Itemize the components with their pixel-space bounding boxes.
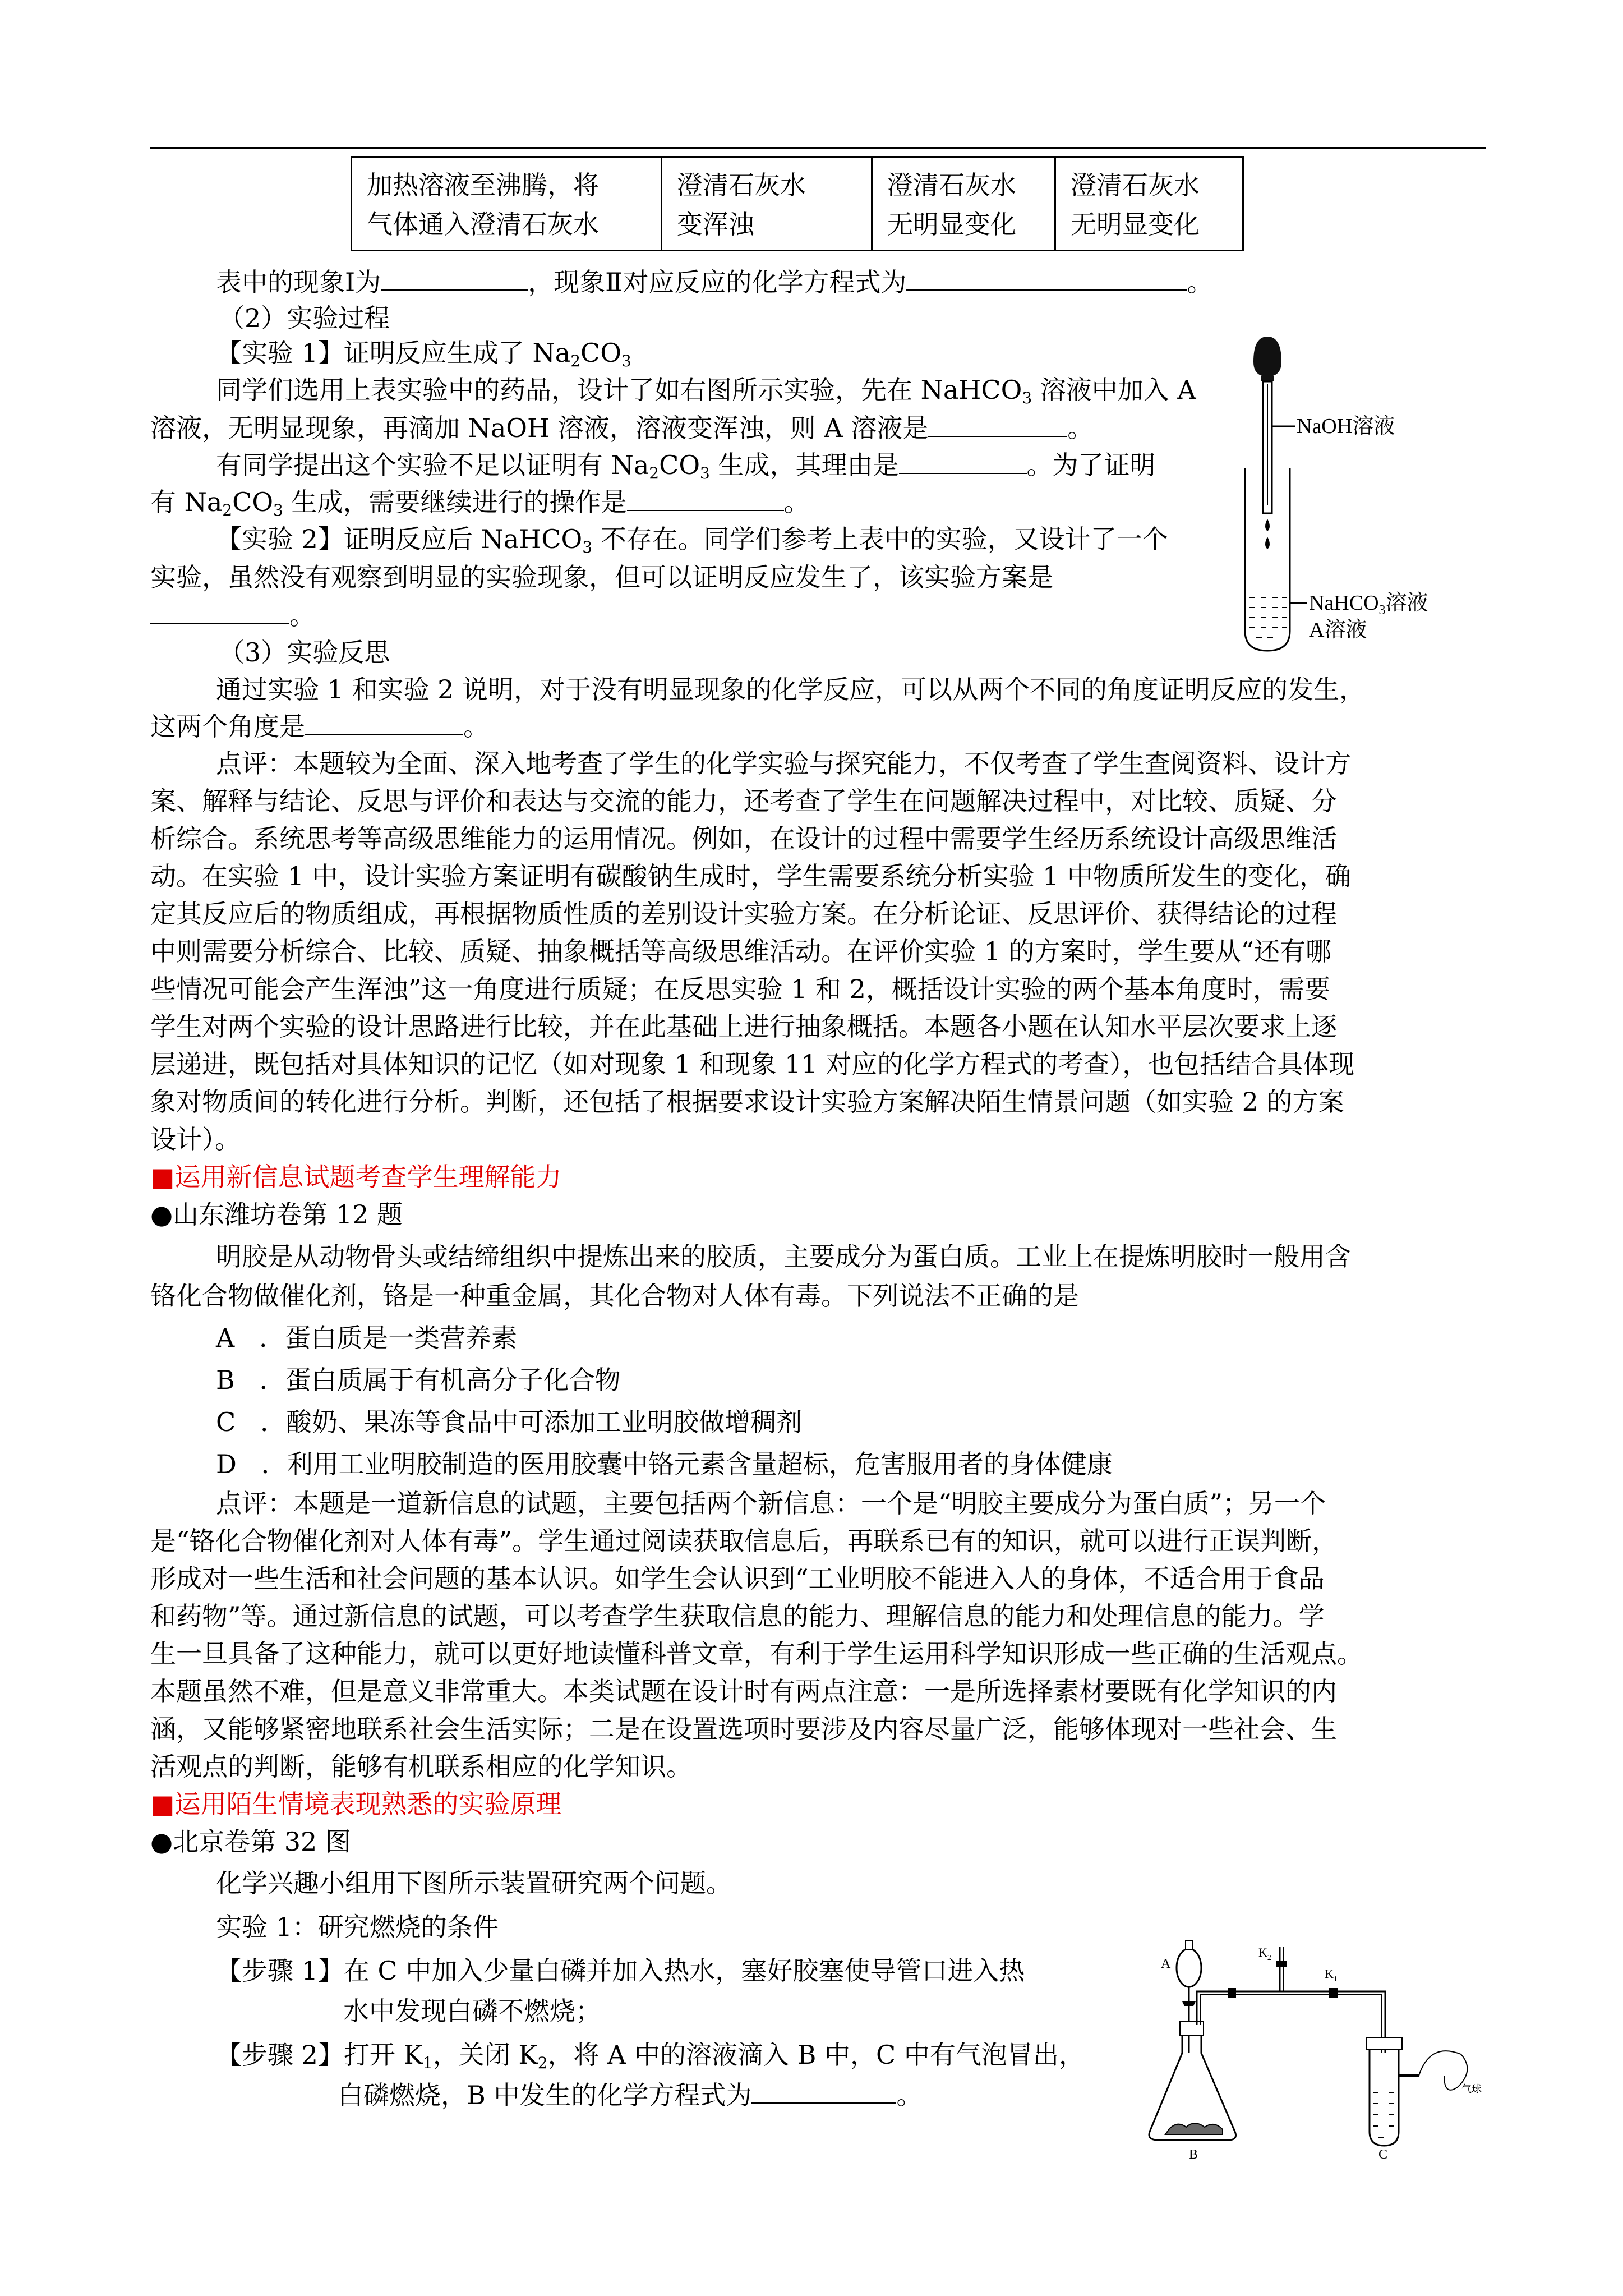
option-d: D ．利用工业明胶制造的医用胶囊中铬元素含量超标，危害服用者的身体健康 — [216, 1449, 1113, 1479]
section-heading-red: ■运用新信息试题考查学生理解能力 — [150, 1162, 562, 1192]
intro-line: 化学兴趣小组用下图所示装置研究两个问题。 — [216, 1868, 732, 1898]
subscript: 3 — [1022, 389, 1032, 407]
exp1-title — [216, 333, 631, 372]
a-solution-label: A溶液 — [1309, 618, 1367, 642]
answer-blank[interactable] — [627, 485, 784, 511]
subscript: 3 — [273, 501, 283, 519]
subscript: 2 — [649, 464, 660, 482]
text: 。 — [289, 600, 315, 631]
clamp-k2 — [1276, 1961, 1287, 1967]
step2-line — [216, 2035, 1085, 2074]
delivery-tube — [1197, 1991, 1385, 2053]
comment-line: 和药物”等。通过新信息的试题，可以考查学生获取信息的能力、理解信息的能力和处理信息的能力。学 — [150, 1601, 1325, 1631]
exp2-line — [216, 519, 1168, 559]
label-a: A — [1161, 1957, 1171, 1971]
text: 生成，其理由是 — [709, 450, 899, 480]
q1-text-b: ，现象Ⅱ对应反应的化学方程式为 — [528, 267, 907, 297]
subscript: 2 — [222, 501, 233, 519]
label-balloon: 气球 — [1461, 2083, 1482, 2095]
comment-line: 中则需要分析综合、比较、质疑、抽象概括等高级思维活动。在评价实验 1 的方案时，学生要从“还有哪 — [150, 936, 1332, 967]
table-cell — [662, 157, 872, 251]
label-b: B — [1189, 2147, 1198, 2160]
comment-line: 形成对一些生活和社会问题的基本认识。如学生会认识到“工业明胶不能进入人的身体，不适合用于食品 — [150, 1563, 1325, 1594]
step1-line: 水中发现白磷不燃烧； — [343, 1996, 601, 2026]
cell-text: 澄清石灰水 变浑浊 — [677, 170, 806, 240]
comment-line: 涵，又能够紧密地联系社会生活实际；二是在设置选项时要涉及内容尽量广泛，能够体现对一些社会、生 — [150, 1714, 1337, 1744]
comment-line: 点评：本题较为全面、深入地考查了学生的化学实验与探究能力，不仅考查了学生查阅资料、设计方 — [216, 748, 1351, 779]
comment-line: 点评：本题是一道新信息的试题，主要包括两个新信息：一个是“明胶主要成分为蛋白质”；另一个 — [216, 1488, 1326, 1519]
exp1-paragraph-line — [216, 445, 1156, 485]
text: CO — [232, 487, 274, 517]
text: 。 — [1067, 413, 1094, 443]
comment-line: 些情况可能会产生浑浊”这一角度进行质疑；在反思实验 1 和 2，概括设计实验的两个基本角度时，需要 — [150, 974, 1330, 1004]
answer-blank[interactable] — [150, 599, 289, 624]
table-cell — [872, 157, 1055, 251]
text: 溶液，无明显现象，再滴加 NaOH 溶液，溶液变浑浊，则 A 溶液是 — [150, 413, 929, 443]
label-c: C — [1378, 2147, 1388, 2160]
table-row — [352, 157, 1243, 251]
flask-solid — [1165, 2123, 1223, 2134]
text: CO — [659, 450, 700, 480]
option-c: C ．酸奶、果冻等食品中可添加工业明胶做增稠剂 — [216, 1407, 803, 1437]
test-tube-diagram — [1234, 328, 1497, 665]
tube-liquid — [1249, 597, 1287, 638]
funnel-valve — [1182, 2001, 1196, 2006]
option-a: A ．蛋白质是一类营养素 — [216, 1323, 518, 1353]
cell-text: 加热溶液至沸腾，将 气体通入澄清石灰水 — [367, 170, 599, 240]
comment-line: 定其反应后的物质组成，再根据物质性质的差别设计实验方案。在分析论证、反思评价、获得结论的过程 — [150, 899, 1337, 929]
subscript: 3 — [621, 352, 631, 370]
cell-text: 澄清石灰水 无明显变化 — [1071, 170, 1200, 240]
step1-line: 【步骤 1】在 C 中加入少量白磷并加入热水，塞好胶塞使导管口进入热 — [216, 1955, 1025, 1986]
funnel-stopper — [1186, 1941, 1192, 1950]
apparatus-diagram — [1138, 1907, 1497, 2160]
step2-line — [338, 2076, 922, 2115]
test-tube-figure — [1234, 328, 1497, 665]
exp2-line — [150, 596, 315, 635]
text: 。 — [463, 711, 489, 742]
answer-blank[interactable] — [305, 710, 463, 735]
answer-blank[interactable] — [899, 448, 1027, 474]
tube-stopper — [1366, 2037, 1402, 2050]
dropper-bulb — [1253, 337, 1281, 376]
text: 有同学提出这个实验不足以证明有 Na — [216, 450, 649, 480]
subscript: 1 — [422, 2054, 433, 2072]
comment-line: 析综合。系统思考等高级思维能力的运用情况。例如，在设计的过程中需要学生经历系统设计高级思维活 — [150, 823, 1337, 854]
source-line: ●山东潍坊卷第 12 题 — [150, 1199, 403, 1230]
exp1-paragraph-line — [216, 370, 1196, 409]
label-k2: $K_2$ — [1258, 1945, 1271, 1962]
text: 有 Na — [150, 487, 223, 517]
stem-line: 明胶是从动物骨头或结缔组织中提炼出来的胶质，主要成分为蛋白质。工业上在提炼明胶时一般用含 — [216, 1241, 1351, 1272]
exp2-line: 实验，虽然没有观察到明显的实验现象，但可以证明反应发生了，该实验方案是 — [150, 562, 1053, 592]
comment-line: 学生对两个实验的设计思路进行比较，并在此基础上进行抽象概括。本题各小题在认知水平层次要求上逐 — [150, 1011, 1337, 1042]
header-rule — [150, 147, 1486, 149]
comment-line: 设计）。 — [150, 1124, 241, 1154]
comment-line: 活观点的判断，能够有机联系相应的化学知识。 — [150, 1751, 692, 1782]
comment-line: 是“铬化合物催化剂对人体有毒”。学生通过阅读获取信息后，再联系已有的知识，就可以进行正误判断， — [150, 1526, 1338, 1556]
option-b: B ．蛋白质属于有机高分子化合物 — [216, 1365, 621, 1395]
q1-text-c: 。 — [1187, 267, 1213, 297]
section-heading: （3）实验反思 — [219, 637, 390, 668]
drop — [1265, 537, 1270, 549]
clamp-k1 — [1329, 1988, 1338, 1998]
text: ，将 A 中的溶液滴入 B 中，C 中有气泡冒出， — [547, 2040, 1085, 2070]
stem-line: 铬化合物做催化剂，铬是一种重金属，其化合物对人体有毒。下列说法不正确的是 — [150, 1281, 1079, 1311]
text: 。 — [783, 487, 810, 517]
comment-line: 案、解释与结论、反思与评价和表达与交流的能力，还考查了学生在问题解决过程中，对比较、质疑、分 — [150, 786, 1337, 816]
delivery-tube-inner — [1200, 1995, 1382, 2053]
phenomenon-table — [351, 156, 1244, 251]
answer-blank[interactable] — [381, 265, 528, 291]
exp-title: 实验 1：研究燃烧的条件 — [216, 1912, 499, 1942]
subscript: 2 — [537, 2054, 548, 2072]
question-line — [216, 263, 1212, 302]
text: 白磷燃烧，B 中发生的化学方程式为 — [338, 2080, 752, 2110]
test-tube-c — [1370, 2042, 1399, 2146]
text: 【步骤 2】打开 K — [216, 2040, 423, 2070]
source-line: ●北京卷第 32 图 — [150, 1826, 351, 1857]
naoh-label: NaOH溶液 — [1297, 415, 1395, 438]
clamp — [1228, 1988, 1236, 1998]
table-cell — [352, 157, 662, 251]
nahco3-label: NaHCO$_3$溶液 — [1309, 591, 1428, 618]
subscript: 3 — [582, 538, 593, 556]
funnel-a — [1177, 1949, 1201, 1987]
answer-blank[interactable] — [928, 411, 1067, 437]
table-cell — [1055, 157, 1243, 251]
exp1-title-text: CO — [580, 338, 621, 368]
section-heading: （2）实验过程 — [219, 303, 390, 333]
comment-line: 象对物质间的转化进行分析。判断，还包括了根据要求设计实验方案解决陌生情景问题（如实验 2 的方案 — [150, 1087, 1344, 1117]
answer-blank[interactable] — [906, 265, 1187, 291]
drop — [1265, 519, 1270, 531]
reflect-line: 通过实验 1 和实验 2 说明，对于没有明显现象的化学反应，可以从两个不同的角度证明反应的发生， — [216, 674, 1366, 705]
q1-text-a: 表中的现象Ⅰ为 — [216, 267, 381, 297]
apparatus-figure — [1138, 1907, 1497, 2160]
comment-line: 动。在实验 1 中，设计实验方案证明有碳酸钠生成时，学生需要系统分析实验 1 中物质所发生的变化，确 — [150, 861, 1352, 891]
text: 。 — [896, 2080, 923, 2110]
exp1-title-text: 【实验 1】证明反应生成了 Na — [216, 338, 571, 368]
text: 不存在。同学们参考上表中的实验，又设计了一个 — [592, 524, 1168, 554]
text: 。为了证明 — [1026, 450, 1156, 480]
text: 这两个角度是 — [150, 711, 305, 742]
reflect-line — [150, 707, 489, 746]
flask-b — [1149, 2025, 1236, 2140]
balloon — [1419, 2051, 1467, 2090]
comment-line: 生一旦具备了这种能力，就可以更好地读懂科普文章，有利于学生运用科学知识形成一些正确的生活观点。 — [150, 1639, 1363, 1669]
cell-text: 澄清石灰水 无明显变化 — [887, 170, 1016, 240]
comment-line: 层递进，既包括对具体知识的记忆（如对现象 1 和现象 11 对应的化学方程式的考查），也包括结合具体现 — [150, 1049, 1355, 1079]
section-heading-red: ■运用陌生情境表现熟悉的实验原理 — [150, 1789, 562, 1819]
exp1-paragraph-line — [150, 482, 810, 522]
subscript: 3 — [700, 464, 710, 482]
label-k1: $K_1$ — [1325, 1967, 1338, 1984]
text: 【实验 2】证明反应后 NaHCO — [216, 524, 583, 554]
answer-blank[interactable] — [751, 2078, 896, 2104]
exp1-paragraph-line — [150, 408, 1093, 448]
text: 溶液中加入 A — [1032, 375, 1196, 405]
tube-water — [1373, 2092, 1394, 2137]
text: ，关闭 K — [432, 2040, 538, 2070]
text: 同学们选用上表实验中的药品，设计了如右图所示实验，先在 NaHCO — [216, 375, 1022, 405]
subscript: 2 — [570, 352, 581, 370]
comment-line: 本题虽然不难，但是意义非常重大。本类试题在设计时有两点注意：一是所选择素材要既有化学知识的内 — [150, 1676, 1337, 1706]
text: 生成，需要继续进行的操作是 — [283, 487, 627, 517]
